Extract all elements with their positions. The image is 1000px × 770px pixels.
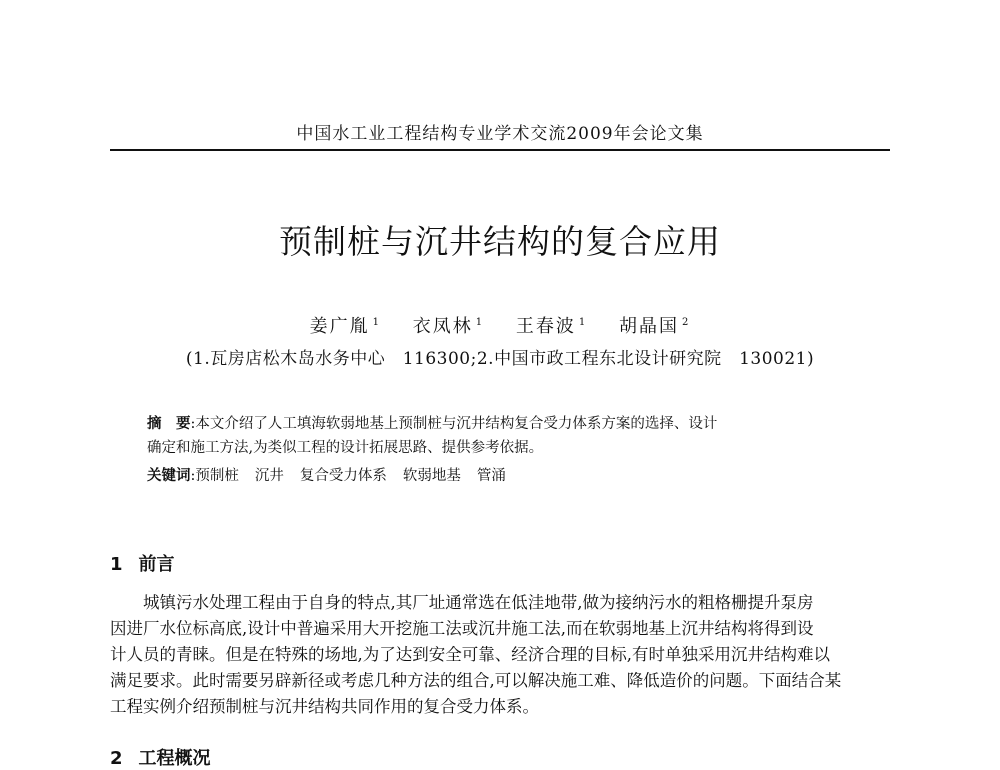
keywords-label: 关键词 (147, 468, 191, 484)
paragraph-line: 满足要求。此时需要另辟新径或考虑几种方法的组合,可以解决施工难、降低造价的问题。下面结合某 (110, 671, 842, 690)
keyword: 软弱地基 (402, 468, 461, 484)
keywords (147, 464, 867, 485)
paragraph-line: 计人员的青睐。但是在特殊的场地,为了达到安全可靠、经济合理的目标,有时单独采用沉井结构难以 (110, 645, 830, 664)
keyword: 管涌 (476, 468, 506, 484)
abstract (147, 412, 867, 460)
affiliation-mark: 2 (681, 317, 691, 328)
author-name: 王春波 (515, 316, 576, 337)
section-number: 1 (110, 554, 123, 575)
abstract-line: 确定和施工方法,为类似工程的设计拓展思路、提供参考依据。 (147, 440, 544, 456)
abstract-text: :本文介绍了人工填海软弱地基上预制桩与沉井结构复合受力体系方案的选择、设计 (190, 416, 718, 432)
affiliation-mark: 1 (372, 317, 382, 328)
keyword: 预制桩 (195, 468, 239, 484)
section-number: 2 (110, 748, 123, 769)
body-paragraph (110, 590, 892, 720)
affiliation: (1.瓦房店松木岛水务中心 116300;2.中国市政工程东北设计研究院 130021) (185, 349, 815, 369)
author-name: 胡晶国 (618, 316, 679, 337)
affiliation-mark: 1 (578, 317, 588, 328)
author (310, 316, 381, 337)
affiliation-mark: 1 (475, 317, 485, 328)
section-heading (110, 744, 211, 770)
author (516, 316, 587, 337)
author-list (0, 312, 1000, 338)
section-title: 前言 (138, 554, 175, 575)
section-heading (110, 550, 175, 576)
paragraph-line: 工程实例介绍预制桩与沉井结构共同作用的复合受力体系。 (110, 697, 539, 716)
keyword: 沉井 (254, 468, 284, 484)
running-header: 中国水工业工程结构专业学术交流2009年会论文集 (296, 124, 704, 144)
author (413, 316, 484, 337)
author-name: 衣凤林 (412, 316, 473, 337)
paragraph-line: 城镇污水处理工程由于自身的特点,其厂址通常选在低洼地带,做为接纳污水的粗格栅提升泵房 (143, 593, 814, 612)
abstract-label: 摘 要 (147, 416, 191, 432)
paragraph-line: 因进厂水位标高底,设计中普遍采用大开挖施工法或沉井施工法,而在软弱地基上沉井结构将得到设 (110, 619, 814, 638)
keywords-separator: : (190, 468, 196, 484)
header-rule (110, 149, 890, 151)
abstract-line (147, 412, 867, 436)
keyword: 复合受力体系 (299, 468, 387, 484)
author-name: 姜广胤 (309, 316, 370, 337)
section-title: 工程概况 (138, 748, 211, 769)
paper-title: 预制桩与沉井结构的复合应用 (279, 222, 721, 261)
author (619, 316, 690, 337)
